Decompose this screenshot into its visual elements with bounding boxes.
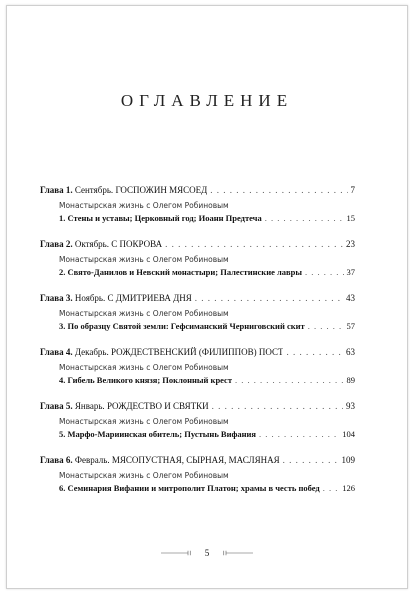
dot-leader <box>235 374 344 387</box>
section-item: 1. Стены и уставы; Церковный год; Иоанн Предтеча <box>59 213 262 223</box>
section-item: 3. По образцу Святой земли: Гефсиманский Черниговский скит <box>59 321 305 331</box>
section-entry[interactable] <box>59 266 355 279</box>
chapter-section <box>40 361 355 387</box>
dot-leader <box>195 292 343 305</box>
chapter-number: Глава 1. <box>40 185 73 195</box>
chapter-number: Глава 4. <box>40 347 73 357</box>
chapter-heading[interactable] <box>40 184 355 197</box>
chapter-page: 93 <box>346 401 355 411</box>
chapter-number: Глава 2. <box>40 239 73 249</box>
section-label: Монастырская жизнь с Олегом Робиновым <box>59 417 229 426</box>
section-entry[interactable] <box>59 428 355 441</box>
section-page: 89 <box>346 375 355 385</box>
dot-leader <box>212 400 343 413</box>
page-number: 5 <box>204 548 210 558</box>
chapter-title: МЯСОПУСТНАЯ, СЫРНАЯ, МАСЛЯНАЯ <box>111 455 280 465</box>
book-page <box>6 5 408 589</box>
toc-chapter-4 <box>40 346 355 387</box>
dot-leader <box>323 482 340 495</box>
section-entry[interactable] <box>59 212 355 225</box>
chapter-section <box>40 415 355 441</box>
section-label: Монастырская жизнь с Олегом Робиновым <box>59 471 229 480</box>
page-footer <box>7 546 407 560</box>
chapter-section <box>40 199 355 225</box>
dot-leader <box>283 454 339 467</box>
chapter-heading[interactable] <box>40 400 355 413</box>
toc-chapter-2 <box>40 238 355 279</box>
chapter-month: Октябрь. <box>74 239 110 249</box>
section-item: 2. Свято-Данилов и Невский монастыри; Палестинские лавры <box>59 267 302 277</box>
chapter-title: С ПОКРОВА <box>111 239 163 249</box>
section-page: 104 <box>342 429 355 439</box>
toc-title: ОГЛАВЛЕНИЕ <box>120 91 294 110</box>
dot-leader <box>308 320 344 333</box>
section-page: 15 <box>346 213 355 223</box>
chapter-page: 43 <box>346 293 355 303</box>
chapter-page: 109 <box>341 455 355 465</box>
toc-chapter-5 <box>40 400 355 441</box>
chapter-page: 63 <box>346 347 355 357</box>
left-ornament-icon <box>156 550 196 556</box>
dot-leader <box>286 346 343 359</box>
table-of-contents <box>40 184 355 508</box>
dot-leader <box>259 428 339 441</box>
section-entry[interactable] <box>59 320 355 333</box>
chapter-section <box>40 253 355 279</box>
chapter-title: РОЖДЕСТВО И СВЯТКИ <box>106 401 209 411</box>
chapter-month: Декабрь. <box>74 347 109 357</box>
dot-leader <box>210 184 347 197</box>
right-ornament-icon <box>218 550 258 556</box>
section-label: Монастырская жизнь с Олегом Робиновым <box>59 201 229 210</box>
toc-chapter-6 <box>40 454 355 495</box>
chapter-heading[interactable] <box>40 238 355 251</box>
chapter-heading[interactable] <box>40 346 355 359</box>
dot-leader <box>165 238 343 251</box>
chapter-month: Январь. <box>74 401 105 411</box>
chapter-page: 23 <box>346 239 355 249</box>
chapter-number: Глава 6. <box>40 455 73 465</box>
chapter-month: Сентябрь. <box>74 185 114 195</box>
chapter-month: Февраль. <box>74 455 110 465</box>
section-page: 57 <box>346 321 355 331</box>
chapter-section <box>40 469 355 495</box>
toc-chapter-1 <box>40 184 355 225</box>
section-item: 5. Марфо-Мариинская обитель; Пустынь Вифания <box>59 429 257 439</box>
dot-leader <box>305 266 344 279</box>
chapter-heading[interactable] <box>40 292 355 305</box>
chapter-number: Глава 5. <box>40 401 73 411</box>
dot-leader <box>265 212 344 225</box>
chapter-page: 7 <box>350 185 355 195</box>
section-item: 4. Гибель Великого князя; Поклонный крест <box>59 375 232 385</box>
chapter-title: С ДМИТРИЕВА ДНЯ <box>107 293 192 303</box>
chapter-title: РОЖДЕСТВЕНСКИЙ (ФИЛИППОВ) ПОСТ <box>111 347 284 357</box>
section-label: Монастырская жизнь с Олегом Робиновым <box>59 363 229 372</box>
section-entry[interactable] <box>59 374 355 387</box>
chapter-title: ГОСПОЖИН МЯСОЕД <box>115 185 208 195</box>
chapter-month: Ноябрь. <box>74 293 106 303</box>
chapter-heading[interactable] <box>40 454 355 467</box>
section-page: 37 <box>346 267 355 277</box>
section-page: 126 <box>342 483 355 493</box>
toc-chapter-3 <box>40 292 355 333</box>
chapter-section <box>40 307 355 333</box>
section-item: 6. Семинария Вифании и митрополит Платон; храмы в честь побед <box>59 483 320 493</box>
chapter-number: Глава 3. <box>40 293 73 303</box>
section-entry[interactable] <box>59 482 355 495</box>
section-label: Монастырская жизнь с Олегом Робиновым <box>59 309 229 318</box>
section-label: Монастырская жизнь с Олегом Робиновым <box>59 255 229 264</box>
